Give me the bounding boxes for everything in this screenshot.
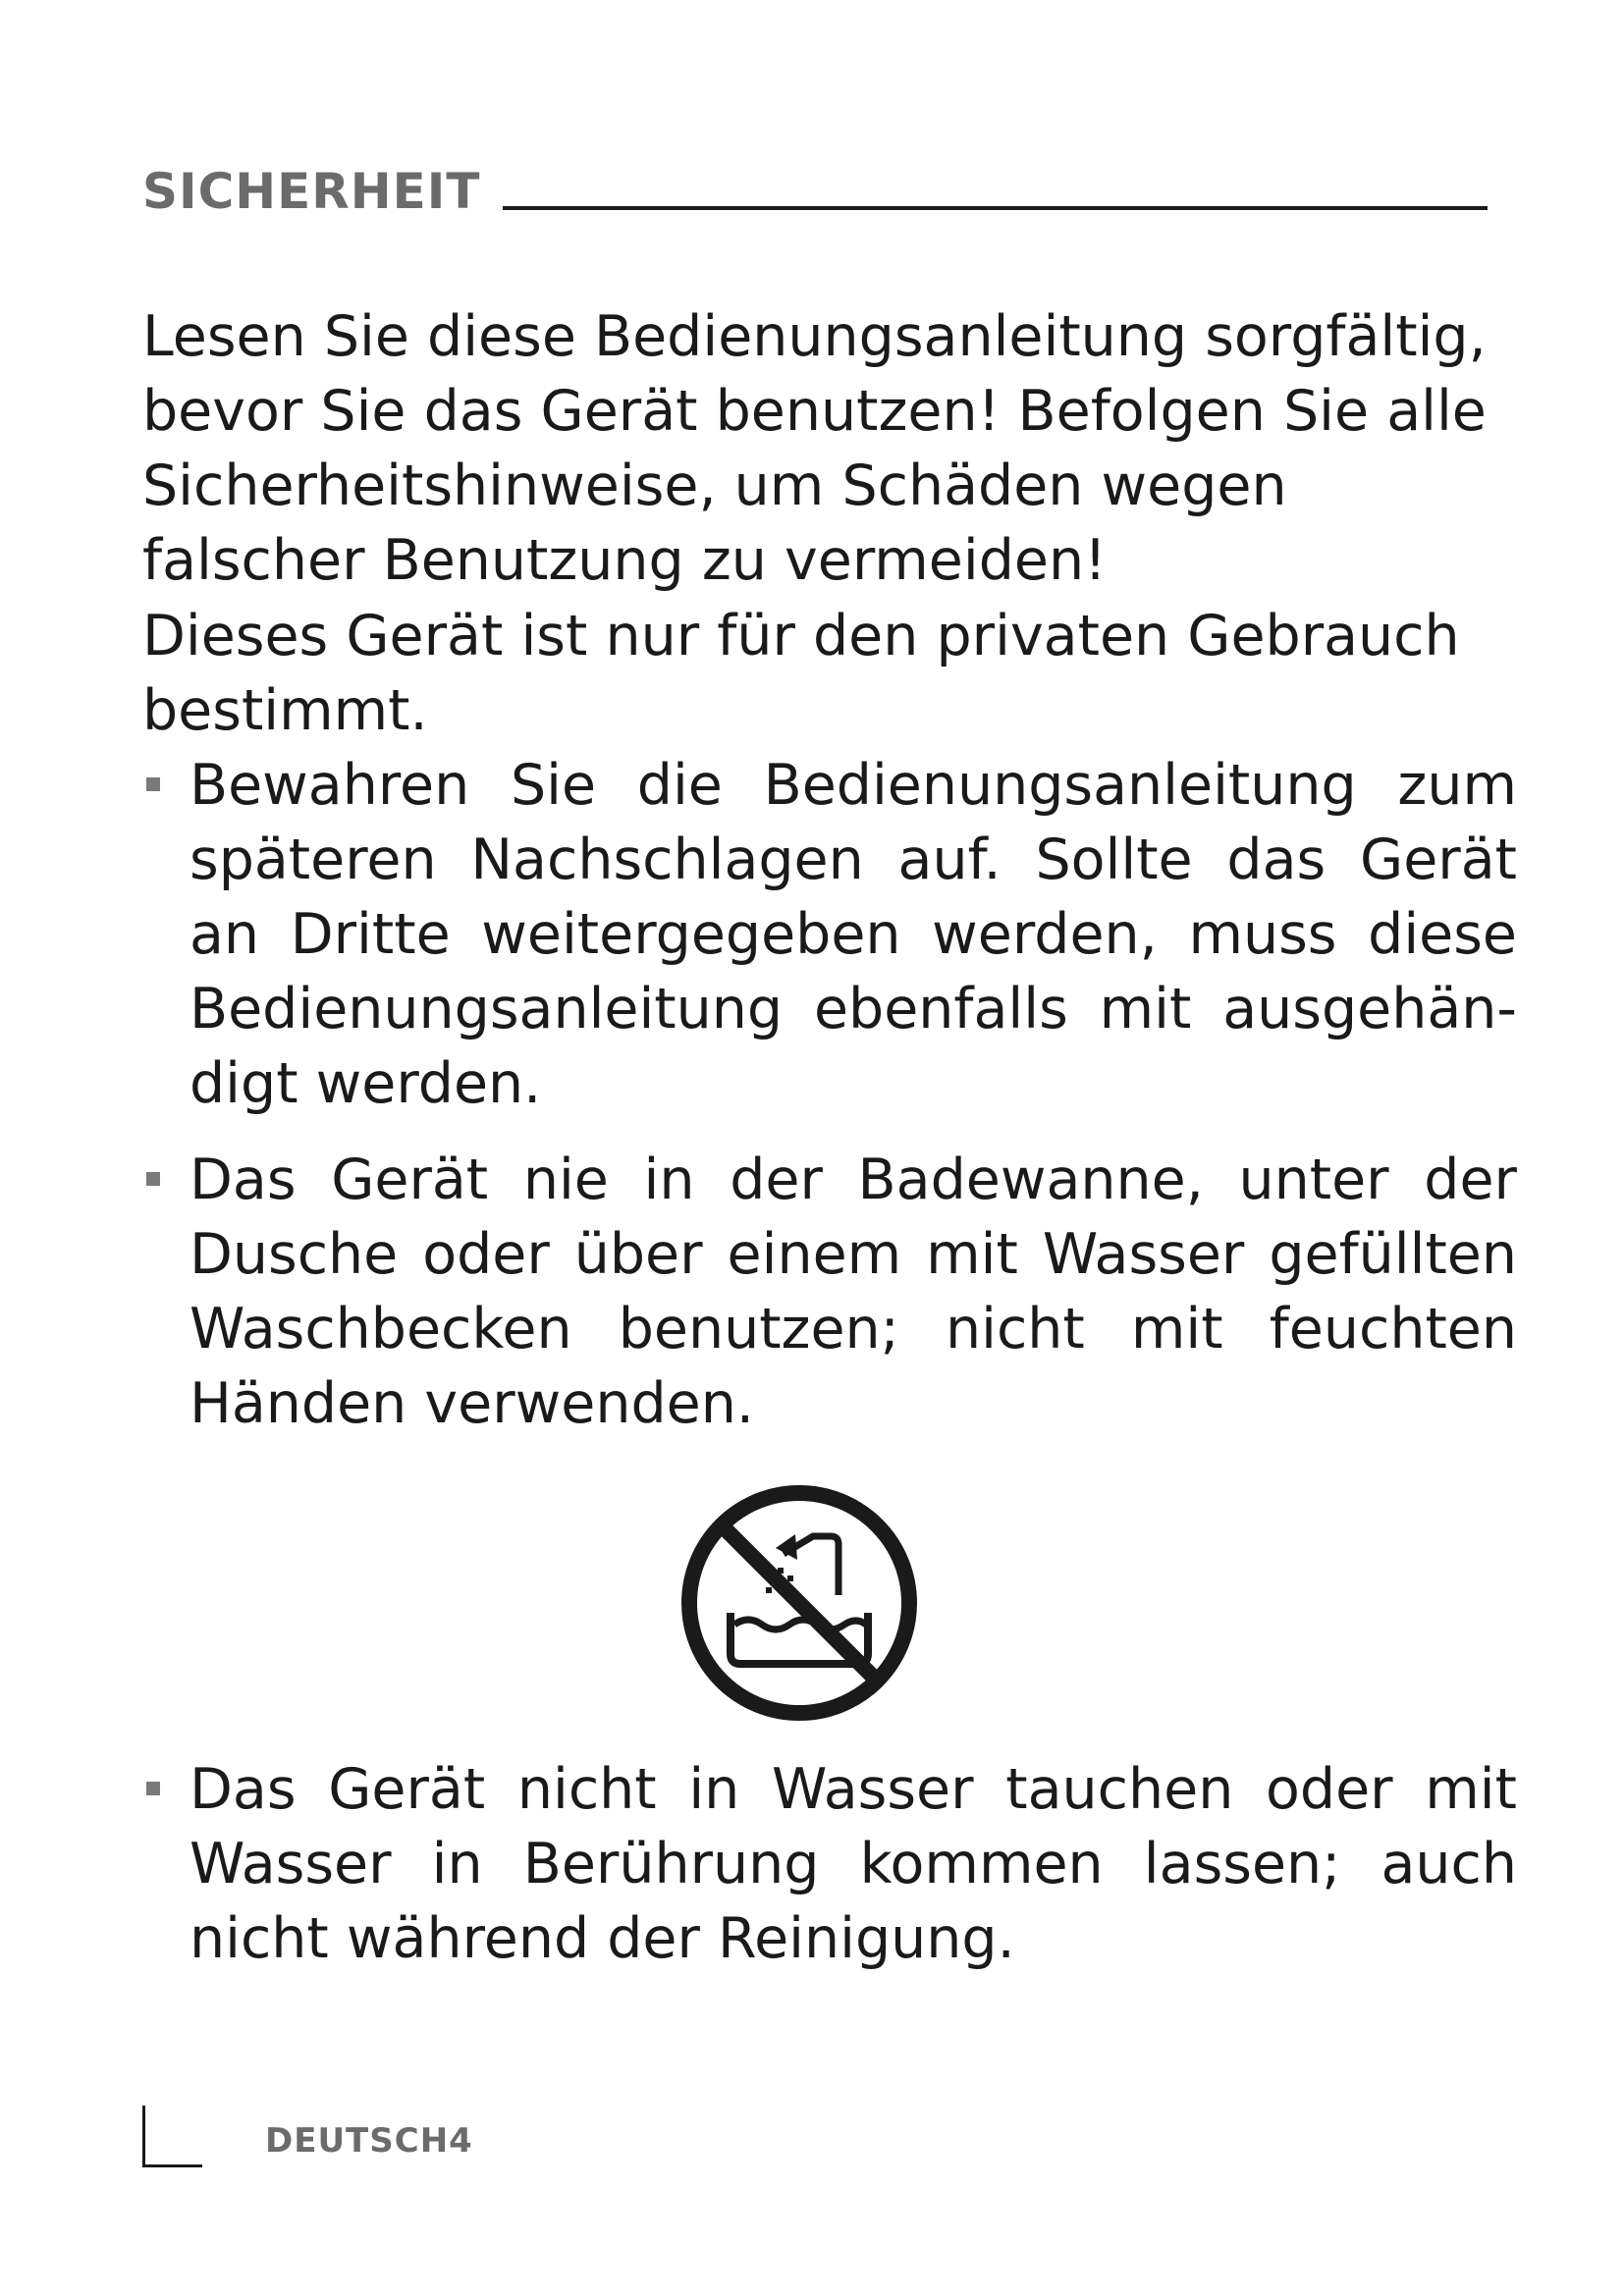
- corner-mark: [142, 2106, 202, 2167]
- bullet-marker: [146, 1172, 160, 1186]
- bullet-marker: [146, 777, 160, 791]
- list-item: [142, 1752, 1517, 1976]
- section-title: SICHERHEIT: [142, 163, 481, 220]
- list-item: [142, 1143, 1517, 1441]
- private-use-note: Dieses Gerät ist nur für den privaten Gebrauch bestimmt.: [142, 604, 1460, 743]
- list-item-text: Bewahren Sie die Bedienungsanleitung zum späteren Nachschlagen auf. Sollte das Gerät an Dritte weitergegeben werden, muss diese Bedienungsanleitung ebenfalls mit ausgehän-digt werden.: [189, 753, 1517, 1116]
- list-item-text: Das Gerät nicht in Wasser tauchen oder mit Wasser in Berührung kommen lassen; auch nicht während der Reinigung.: [189, 1757, 1517, 1971]
- page-footer: [142, 2106, 535, 2184]
- list-item-text: Das Gerät nie in der Badewanne, unter der Dusche oder über einem mit Wasser gefüllten Waschbecken benutzen; nicht mit feuchten Händen verwenden.: [189, 1148, 1517, 1436]
- list-item: [142, 748, 1517, 1121]
- page-number-label: DEUTSCH4: [265, 2121, 473, 2161]
- bullet-marker: [146, 1782, 160, 1795]
- intro-paragraph: Lesen Sie diese Bedienungsanleitung sorgfältig, bevor Sie das Gerät benutzen! Befolgen Sie alle Sicherheitshinweise, um Schäden wegen falscher Benutzung zu vermeiden!: [142, 304, 1487, 593]
- heading-rule: [503, 206, 1488, 210]
- section-header: [142, 147, 1488, 220]
- no-water-bathtub-icon: [674, 1477, 925, 1729]
